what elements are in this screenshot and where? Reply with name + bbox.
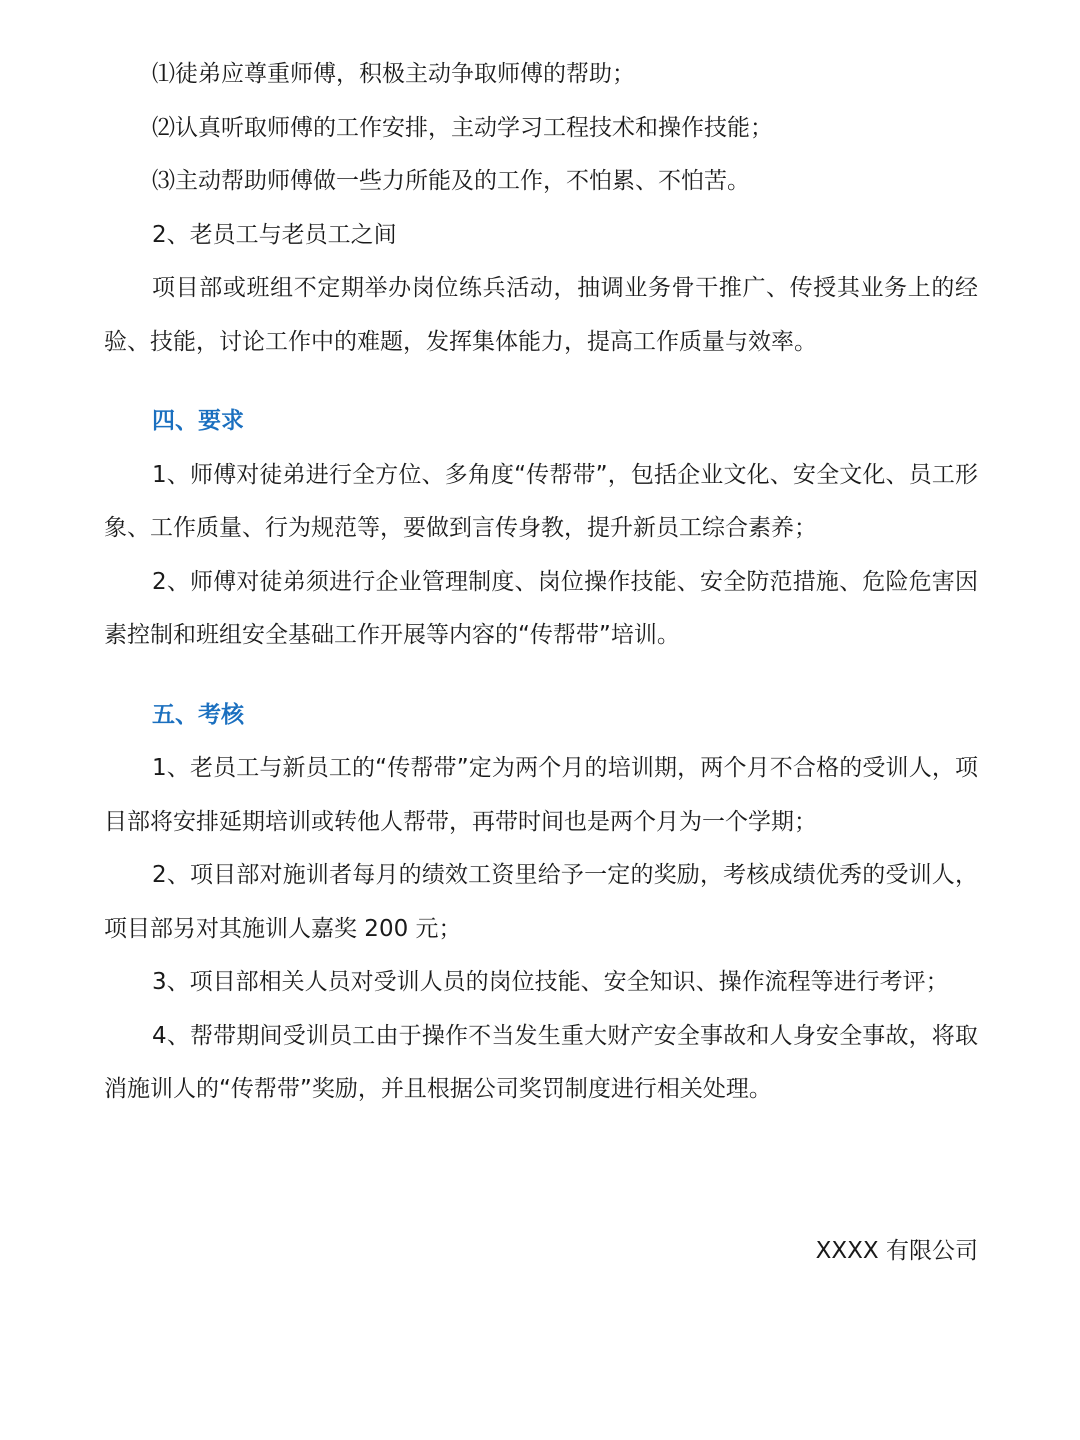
- section-5-item-2: 2、项目部对施训者每月的绩效工资里给予一定的奖励，考核成绩优秀的受训人，项目部另对其施训人嘉奖 200 元；: [104, 862, 978, 942]
- intro-item-1: ⑴徒弟应尊重师傅，积极主动争取师傅的帮助；: [152, 61, 635, 87]
- intro-item-2: ⑵认真听取师傅的工作安排，主动学习工程技术和操作技能；: [152, 114, 773, 141]
- intro-item-3: ⑶主动帮助师傅做一些力所能及的工作，不怕累、不怕苦。: [152, 168, 750, 194]
- section-5-item-4: 4、帮带期间受训员工由于操作不当发生重大财产安全事故和人身安全事故，将取消施训人的“传帮带”奖励，并且根据公司奖罚制度进行相关处理。: [104, 1022, 978, 1102]
- subsection-2-title: 2、老员工与老员工之间: [152, 221, 397, 248]
- section-5-heading: 五、考核: [152, 701, 244, 728]
- section-4-heading: 四、要求: [152, 408, 244, 434]
- section-4-item-2: 2、师傅对徒弟须进行企业管理制度、岗位操作技能、安全防范措施、危险危害因素控制和班组安全基础工作开展等内容的“传帮带”培训。: [104, 568, 978, 648]
- section-5-item-1: 1、老员工与新员工的“传帮带”定为两个月的培训期，两个月不合格的受训人，项目部将安排延期培训或转他人帮带，再带时间也是两个月为一个学期；: [104, 755, 978, 835]
- document-body: [104, 48, 978, 1117]
- section-5-item-3: 3、项目部相关人员对受训人员的岗位技能、安全知识、操作流程等进行考评；: [152, 969, 949, 995]
- subsection-2-body: 项目部或班组不定期举办岗位练兵活动，抽调业务骨干推广、传授其业务上的经验、技能，讨论工作中的难题，发挥集体能力，提高工作质量与效率。: [104, 275, 978, 355]
- company-signature: XXXX 有限公司: [815, 1238, 978, 1264]
- section-4-item-1: 1、师傅对徒弟进行全方位、多角度“传帮带”，包括企业文化、安全文化、员工形象、工作质量、行为规范等，要做到言传身教，提升新员工综合素养；: [104, 461, 978, 541]
